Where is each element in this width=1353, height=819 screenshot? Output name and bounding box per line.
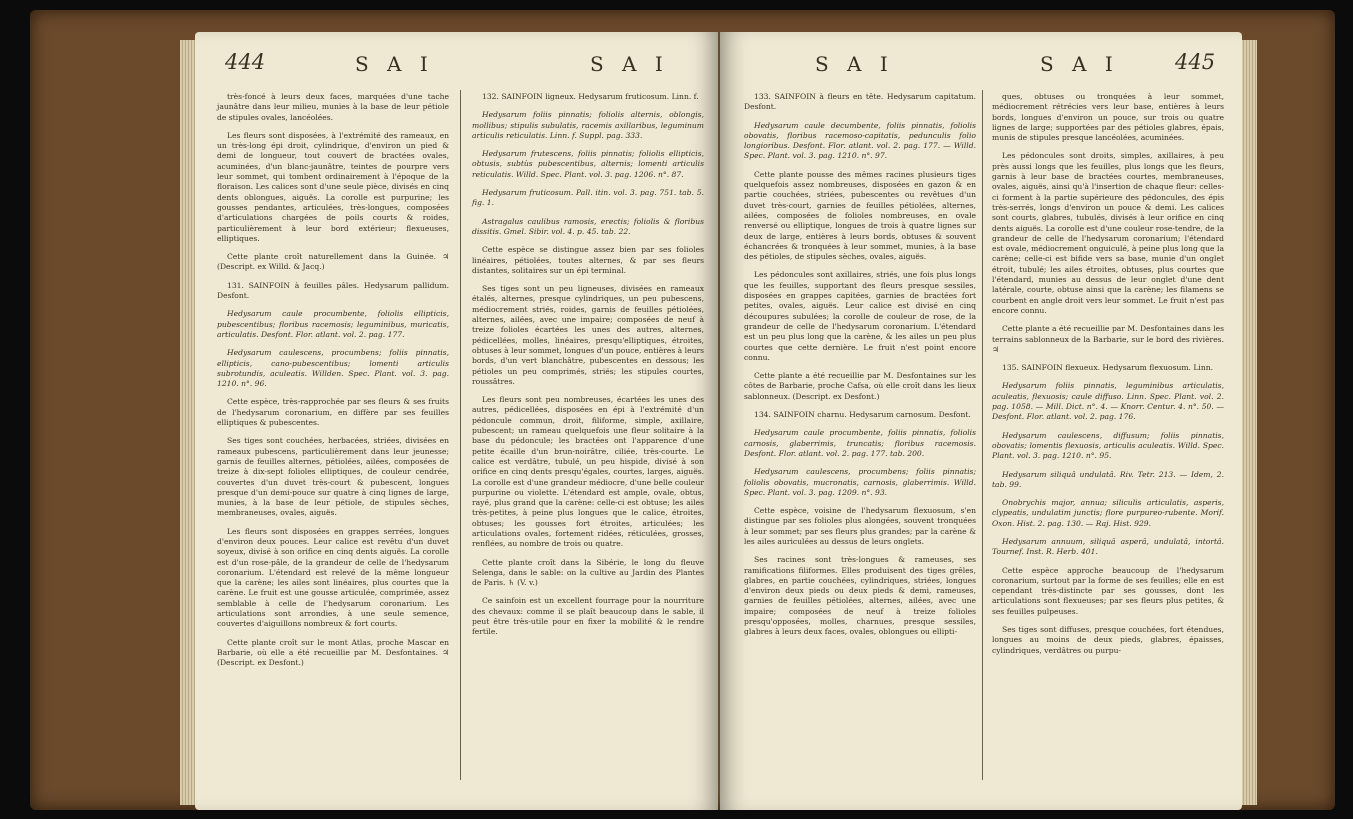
running-head-right: S A I	[590, 52, 669, 76]
paragraph: ques, obtuses ou tronquées à leur sommet, médiocrement rétrécies vers leur base, entières à leurs bords, longues d'environ un pouce, sur trois ou quatre lignes de large; supportées par des pétioles glabres, épais, munis de stipules presque lancéolées, acuminées.	[992, 92, 1224, 143]
right-page-header	[720, 44, 1242, 78]
paragraph: Ses tiges sont un peu ligneuses, divisées en rameaux étalés, alternes, presque cylindriques, un peu pubescens, médiocrement striés, roides, garnis de feuilles pétiolées, alternes, ailées, avec une impaire; composées de neuf à treize folioles écartées les unes des autres, alternes, pédicellées, molles, linéaires, presqu'elliptiques, étroites, obtuses à leur sommet, longues d'un pouce, entières à leurs bords, d'un vert blanchâtre, pubescentes en dessous; les pétioles un peu comprimés, striés; les stipules courtes, roussâtres.	[472, 284, 704, 386]
paragraph: Cette espèce approche beaucoup de l'hedysarum coronarium, surtout par la forme de ses feuilles; elle en est cependant très-distincte par ses gousses, dont les articulations sont flexueuses; par ses fleurs plus petites, & ses feuilles pulpeuses.	[992, 565, 1224, 616]
paragraph: Les pédoncules sont axillaires, striés, une fois plus longs que les feuilles, supportant des fleurs presque sessiles, disposées en grappes capitées, garnies de bractées fort petites, ovales, aiguës. Leur calice est divisé en cinq découpures subulées; la corolle de couleur de rose, de la grandeur de celle de l'hedysarum coronarium. L'étendard est un peu plus long que la carène, & les ailes un peu plus courtes que cette dernière. Le fruit n'est point encore connu.	[744, 270, 976, 362]
paragraph: 134. SAINFOIN charnu. Hedysarum carnosum. Desfont.	[754, 410, 971, 420]
paragraph: Hedysarum foliis pinnatis, leguminibus articulatis, aculeatis, flexuosis; caule diffuso. Linn. Spec. Plant. vol. 2. pag. 1058. — Mill. Dict. n°. 4. — Knorr. Centur. 4. n°. 50. — Desfont. Flor. atlant. vol. 2. pag. 176.	[992, 381, 1224, 422]
paragraph: Ses racines sont très-longues & rameuses, ses ramifications filiformes. Elles produisent des tiges grêles, glabres, en partie couchées, cylindriques, striées, longues d'environ deux pieds ou deux pieds & demi, rameuses, garnies de feuilles pétiolées, alternes, ailées, avec une impaire; composées de neuf à treize folioles presqu'opposées, molles, charnues, presque sessiles, glabres à leurs deux faces, ovales, oblongues ou ellipti-	[744, 555, 976, 637]
running-head-right: S A I	[1040, 52, 1119, 76]
paragraph: Hedysarum foliis pinnatis; foliolis alternis, oblongis, mollibus; stipulis subulatis, racemis axillaribus, leguminum articulis reticulatis. Linn. f. Suppl. pag. 333.	[472, 110, 704, 140]
page-number: 444	[225, 50, 266, 74]
paragraph: Ce sainfoin est un excellent fourrage pour la nourriture des chevaux: comme il se plaît beaucoup dans le sable, il peut être très-utile pour en fixer la mobilité & le rendre fertile.	[472, 596, 704, 637]
left-page-column-2	[472, 92, 704, 646]
right-page	[720, 32, 1242, 810]
book	[30, 10, 1335, 810]
paragraph: 131. SAINFOIN à feuilles pâles. Hedysarum pallidum. Desfont.	[217, 280, 449, 301]
running-head-left: S A I	[815, 52, 894, 76]
paragraph: Cette espèce, voisine de l'hedysarum flexuosum, s'en distingue par ses folioles plus alongées, souvent tronquées à leur sommet; par ses fleurs plus grandes; par la carène & les ailes auriculées au dessus de leurs onglets.	[744, 506, 976, 546]
right-page-column-2	[992, 92, 1224, 664]
paragraph: Ses tiges sont diffuses, presque couchées, fort étendues, longues au moins de deux pieds, glabres, épaisses, cylindriques, verdâtres ou purpu-	[992, 625, 1224, 655]
paragraph: Les fleurs sont disposées en grappes serrées, longues d'environ deux pouces. Leur calice est revêtu d'un duvet soyeux, divisé à son orifice en cinq dents aiguës. La corolle est d'un rose-pâle, de la grandeur de celle de l'hedysarum coronarium. L'étendard est relevé de la même longueur que la carène; les ailes sont linéaires, plus courtes que la carène. Le fruit est une gousse articulée, comprimée, assez semblable à celle de l'hedysarum coronarium. Les articulations sont arrondies, à une seule semence, couvertes d'aiguillons nombreux & fort courts.	[217, 526, 449, 629]
paragraph: Cette espèce se distingue assez bien par ses folioles linéaires, pétiolées, toutes alternes, & par ses fleurs distantes, solitaires sur un épi terminal.	[472, 245, 704, 275]
right-page-edges	[1241, 40, 1257, 805]
page-number: 445	[1175, 50, 1216, 74]
paragraph: Cette plante a été recueillie par M. Desfontaines dans les terrains sablonneux de la Barbarie, sur le bord des rivières. ♃	[992, 324, 1224, 354]
paragraph: Hedysarum caulescens, procumbens; foliis pinnatis; foliolis obovatis, mucronatis, carnosis, glaberrimis. Willd. Spec. Plant. vol. 3. pag. 1209. n°. 93.	[744, 467, 976, 497]
left-page-column-1	[217, 92, 449, 677]
column-rule	[460, 90, 461, 780]
paragraph: Cette espèce, très-rapprochée par ses fleurs & ses fruits de l'hedysarum coronarium, en diffère par ses feuilles elliptiques & pubescentes.	[217, 397, 449, 428]
column-rule	[982, 90, 983, 780]
paragraph: Hedysarum caule procumbente, foliolis ellipticis, pubescentibus; floribus racemosis; leguminibus, muricatis, articulatis. Desfont. Flor. atlant. vol. 2. pag. 177.	[217, 309, 449, 339]
paragraph: Hedysarum caulescens, procumbens; foliis pinnatis, ellipticis, cano-pubescentibus; lomenti articulis subrotundis, aculeatis. Willden. Spec. Plant. vol. 3. pag. 1210. n°. 96.	[217, 348, 449, 389]
right-page-column-1	[744, 92, 976, 646]
paragraph: 135. SAINFOIN flexueux. Hedysarum flexuosum. Linn.	[1002, 363, 1214, 373]
left-page-header	[195, 44, 718, 78]
paragraph: Hedysarum siliquâ undulatâ. Riv. Tetr. 213. — Idem, 2. tab. 99.	[992, 469, 1224, 489]
paragraph: Hedysarum caule decumbente, foliis pinnatis, foliolis obovatis, floribus racemoso-capitatis, pedunculis folio longioribus. Desfont. Flor. atlant. vol. 2. pag. 177. — Willd. Spec. Plant. vol. 3. pag. 1210. n°. 97.	[744, 120, 976, 161]
paragraph: Les fleurs sont disposées, à l'extrémité des rameaux, en un très-long épi droit, cylindrique, d'environ un pied & demi de longueur, tout couvert de bractées ovales, acuminées, d'un blanc-jaunâtre, teintes de pourpre vers leur sommet, qui tombent ordinairement à l'époque de la floraison. Les calices sont d'une seule pièce, divisés en cinq dents oblongues, aiguës. La corolle est purpurine; les gousses pendantes, articulées, très-longues, composées d'articulations chargées de poils courts & roides, particulièrement à leur bord extérieur; flexueuses, elliptiques.	[217, 130, 449, 243]
paragraph: Cette plante croît dans la Sibérie, le long du fleuve Selenga, dans le sable: on la cultive au Jardin des Plantes de Paris. ♄ (V. v.)	[472, 557, 704, 588]
paragraph: Cette plante pousse des mêmes racines plusieurs tiges quelquefois assez nombreuses, disposées en gazon & en partie couchées, striées, pubescentes ou revêtues d'un duvet très-court, garnies de feuilles pétiolées, alternes, ailées, composées de folioles nombreuses, en ovale renversé ou elliptique, longues de trois à quatre lignes sur deux de large, entières à leurs bords, obtuses & souvent échancrées & tronquées à leur sommet, munies, à la base des pétioles, de stipules sèches, ovales, aiguës.	[744, 169, 976, 262]
paragraph: Hedysarum frutescens, foliis pinnatis; foliolis ellipticis, obtusis, subtùs pubescentibus, alternis; lomenti articulis reticulatis. Willd. Spec. Plant. vol. 3. pag. 1206. n°. 87.	[472, 149, 704, 179]
paragraph: 132. SAINFOIN ligneux. Hedysarum fruticosum. Linn. f.	[482, 92, 699, 101]
paragraph: Hedysarum caulescens, diffusum; foliis pinnatis, obovatis; lomentis flexuosis, articulis aculeatis. Willd. Spec. Plant. vol. 3. pag. 1210. n°. 95.	[992, 430, 1224, 461]
paragraph: Hedysarum caule procumbente, foliis pinnatis, foliolis carnosis, glaberrimis, truncatis; floribus racemosis. Desfont. Flor. atlant. vol. 2. pag. 177. tab. 200.	[744, 428, 976, 458]
running-head-left: S A I	[355, 52, 434, 76]
paragraph: 133. SAINFOIN à fleurs en tête. Hedysarum capitatum. Desfont.	[744, 92, 976, 112]
paragraph: Cette plante croît naturellement dans la Guinée. ♃ (Descript. ex Willd. & Jacq.)	[217, 252, 449, 272]
paragraph: très-foncé à leurs deux faces, marquées d'une tache jaunâtre dans leur milieu, munies à la base de leur pétiole de stipules ovales, lancéolées.	[217, 92, 449, 122]
left-page-edges	[180, 40, 196, 805]
paragraph: Les pédoncules sont droits, simples, axillaires, à peu près aussi longs que les feuilles, plus longs que les fleurs, garnis à leur base de bractées courtes, membraneuses, ovales, aiguës, ainsi qu'à l'insertion de chaque fleur: celles-ci forment à la partie supérieure des pédoncules, des épis très-serrés, longs d'environ un pouce & demi. Les calices sont courts, glabres, tubulés, divisés à leur orifice en cinq dents aiguës. La corolle est d'une couleur rose-tendre, de la grandeur de celle de l'hedysarum coronarium; l'étendard est ovale, médiocrement onguiculé, à peine plus long que la carène; celle-ci est bifide vers sa base, munie d'un onglet étroit, tubulé; les ailes étroites, obtuses, plus courtes que l'étendard, munies au dessus de leur onglet d'une dent latérale, courte, obtuse ainsi que la carène; les filamens se courbent en angle droit vers leur sommet. Le fruit n'est pas encore connu.	[992, 151, 1224, 315]
left-page	[195, 32, 718, 810]
paragraph: Cette plante croît sur le mont Atlas, proche Mascar en Barbarie, où elle a été recueillie par M. Desfontaines. ♃ (Descript. ex Desfont.)	[217, 637, 449, 668]
paragraph: Ses tiges sont couchées, herbacées, striées, divisées en rameaux pubescens, particulièrement dans leur jeunesse; garnis de feuilles alternes, pétiolées, ailées, composées de treize à dix-sept folioles elliptiques, de couleur cendrée, couvertes d'un duvet très-court & pubescent, longues presque d'un demi-pouce sur quatre à cinq lignes de large, munies, à la base de leur pétiole, de stipules sèches, membraneuses, ovales, aiguës.	[217, 436, 449, 518]
paragraph: Cette plante a été recueillie par M. Desfontaines sur les côtes de Barbarie, proche Cafsa, où elle croît dans les lieux sablonneux. (Descript. ex Desfont.)	[744, 371, 976, 401]
paragraph: Les fleurs sont peu nombreuses, écartées les unes des autres, pédicellées, disposées en épi à l'extrémité d'un pédoncule commun, droit, filiforme, simple, axillaire, pubescent; un rameau quelquefois une fleur solitaire à la base du pédoncule; les bractées ont l'apparence d'une petite écaille d'un brun-noirâtre, ciliée, très-courte. Le calice est verdâtre, tubulé, un peu hispide, divisé à son orifice en cinq dents presqu'égales, courtes, larges, aiguës. La corolle est d'une grandeur médiocre, d'une belle couleur purpurine ou violette. L'étendard est ample, ovale, obtus, rayé, plus grand que la carène: celle-ci est obtuse; les ailes très-petites, à peine plus longues que le calice, étroites, obtuses; les gousses fort étroites, articulées; les articulations ovales, fortement ridées, réticulées, grosses, renflées, au nombre de trois ou quatre.	[472, 395, 704, 549]
paragraph: Onobrychis major, annua; siliculis articulatis, asperis, clypeatis, undulatim junctis; flore purpureo-rubente. Morif. Oxon. Hist. 2. pag. 130. — Raj. Hist. 929.	[992, 498, 1224, 528]
paragraph: Hedysarum fruticosum. Pall. itin. vol. 3. pag. 751. tab. 5. fig. 1.	[472, 188, 704, 208]
paragraph: Hedysarum annuum, siliquâ asperâ, undulatâ, intortâ. Tournef. Inst. R. Herb. 401.	[992, 536, 1224, 557]
paragraph: Astragalus caulibus ramosis, erectis; foliolis & floribus dissitis. Gmel. Sibir. vol. 4. p. 45. tab. 22.	[472, 216, 704, 236]
